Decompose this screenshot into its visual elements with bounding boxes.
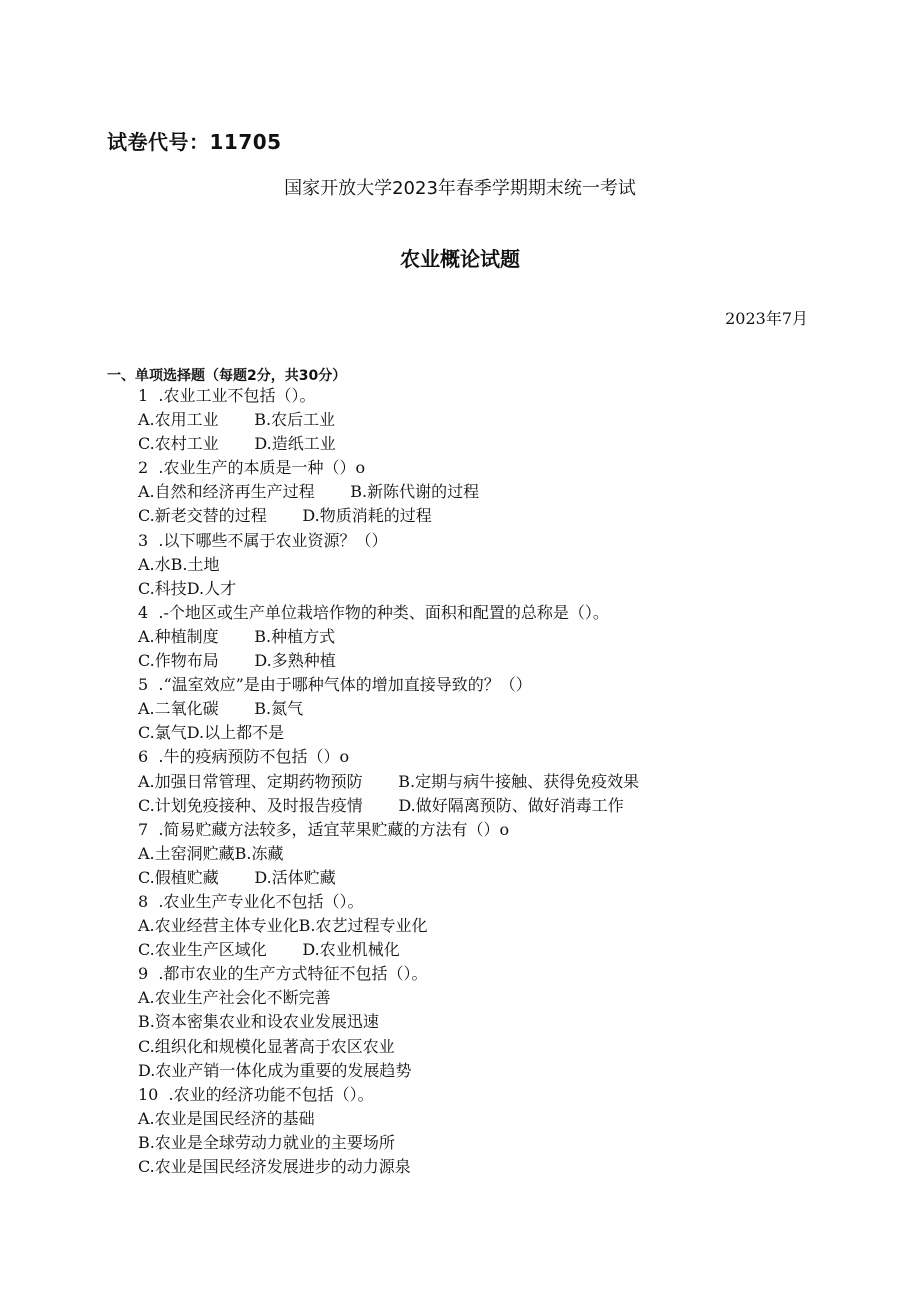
question-9-option-c: C.组织化和规模化显著高于农区农业 (138, 1036, 395, 1056)
question-1-options-cd: C.农村工业 D.造纸工业 (138, 434, 336, 454)
question-5-options-cd: C.氯气D.以上都不是 (138, 723, 285, 743)
question-3-stem: 3 .以下哪些不属于农业资源？（） (138, 530, 388, 550)
question-5-stem: 5 .“温室效应”是由于哪种气体的增加直接导致的？（） (138, 675, 532, 695)
question-8-options-cd: C.农业生产区域化 D.农业机械化 (138, 940, 400, 960)
question-9-option-b: B.资本密集农业和设农业发展迅速 (138, 1012, 379, 1032)
exam-code: 试卷代号：11705 (107, 130, 282, 154)
question-7-stem: 7 .简易贮藏方法较多，适宜苹果贮藏的方法有（）o (138, 819, 510, 839)
question-9-stem: 9 .都市农业的生产方式特征不包括（）。 (138, 964, 428, 984)
question-3-options-cd: C.科技D.人才 (138, 578, 237, 598)
question-1-stem: 1 .农业工业不包括（）。 (138, 386, 316, 405)
question-2-options-cd: C.新老交替的过程 D.物质消耗的过程 (138, 506, 432, 526)
question-7-options-cd: C.假植贮藏 D.活体贮藏 (138, 867, 336, 887)
question-4-options-cd: C.作物布局 D.多熟种植 (138, 651, 336, 671)
question-2-stem: 2 .农业生产的本质是一种（）o (138, 458, 366, 478)
question-list (138, 384, 878, 1179)
question-1-options-ab: A.农用工业 B.农后工业 (138, 410, 336, 430)
question-10-option-c: C.农业是国民经济发展进步的动力源泉 (138, 1157, 411, 1176)
question-7-options-ab: A.土窑洞贮藏B.冻藏 (138, 843, 284, 863)
question-6-options-cd: C.计划免疫接种、及时报告疫情 D.做好隔离预防、做好消毒工作 (138, 795, 624, 815)
question-6-options-ab: A.加强日常管理、定期药物预防 B.定期与病牛接触、获得免疫效果 (138, 771, 640, 791)
question-3-options-ab: A.水B.土地 (138, 554, 220, 574)
question-4-options-ab: A.种植制度 B.种植方式 (138, 626, 336, 646)
question-10-option-a: A.农业是国民经济的基础 (138, 1108, 315, 1128)
question-8-options-ab: A.农业经营主体专业化B.农艺过程专业化 (138, 916, 428, 936)
section-heading: 一、单项选择题（每题2分，共30分） (107, 368, 347, 384)
question-5-options-ab: A.二氧化碳 B.氮气 (138, 699, 304, 719)
question-8-stem: 8 .农业生产专业化不包括（）。 (138, 891, 364, 911)
question-9-option-a: A.农业生产社会化不断完善 (138, 988, 331, 1008)
question-10-option-b: B.农业是全球劳动力就业的主要场所 (138, 1132, 395, 1152)
exam-date: 2023年7月 (725, 309, 808, 328)
question-6-stem: 6 .牛的疫病预防不包括（）o (138, 747, 350, 767)
question-10-stem: 10 .农业的经济功能不包括（）。 (138, 1084, 374, 1104)
exam-title: 农业概论试题 (400, 247, 520, 271)
question-2-options-ab: A.自然和经济再生产过程 B.新陈代谢的过程 (138, 482, 480, 502)
question-4-stem: 4 .-个地区或生产单位栽培作物的种类、面积和配置的总称是（）。 (138, 602, 609, 622)
question-9-option-d: D.农业产销一体化成为重要的发展趋势 (138, 1060, 412, 1080)
exam-header: 国家开放大学2023年春季学期期末统一考试 (284, 178, 636, 199)
